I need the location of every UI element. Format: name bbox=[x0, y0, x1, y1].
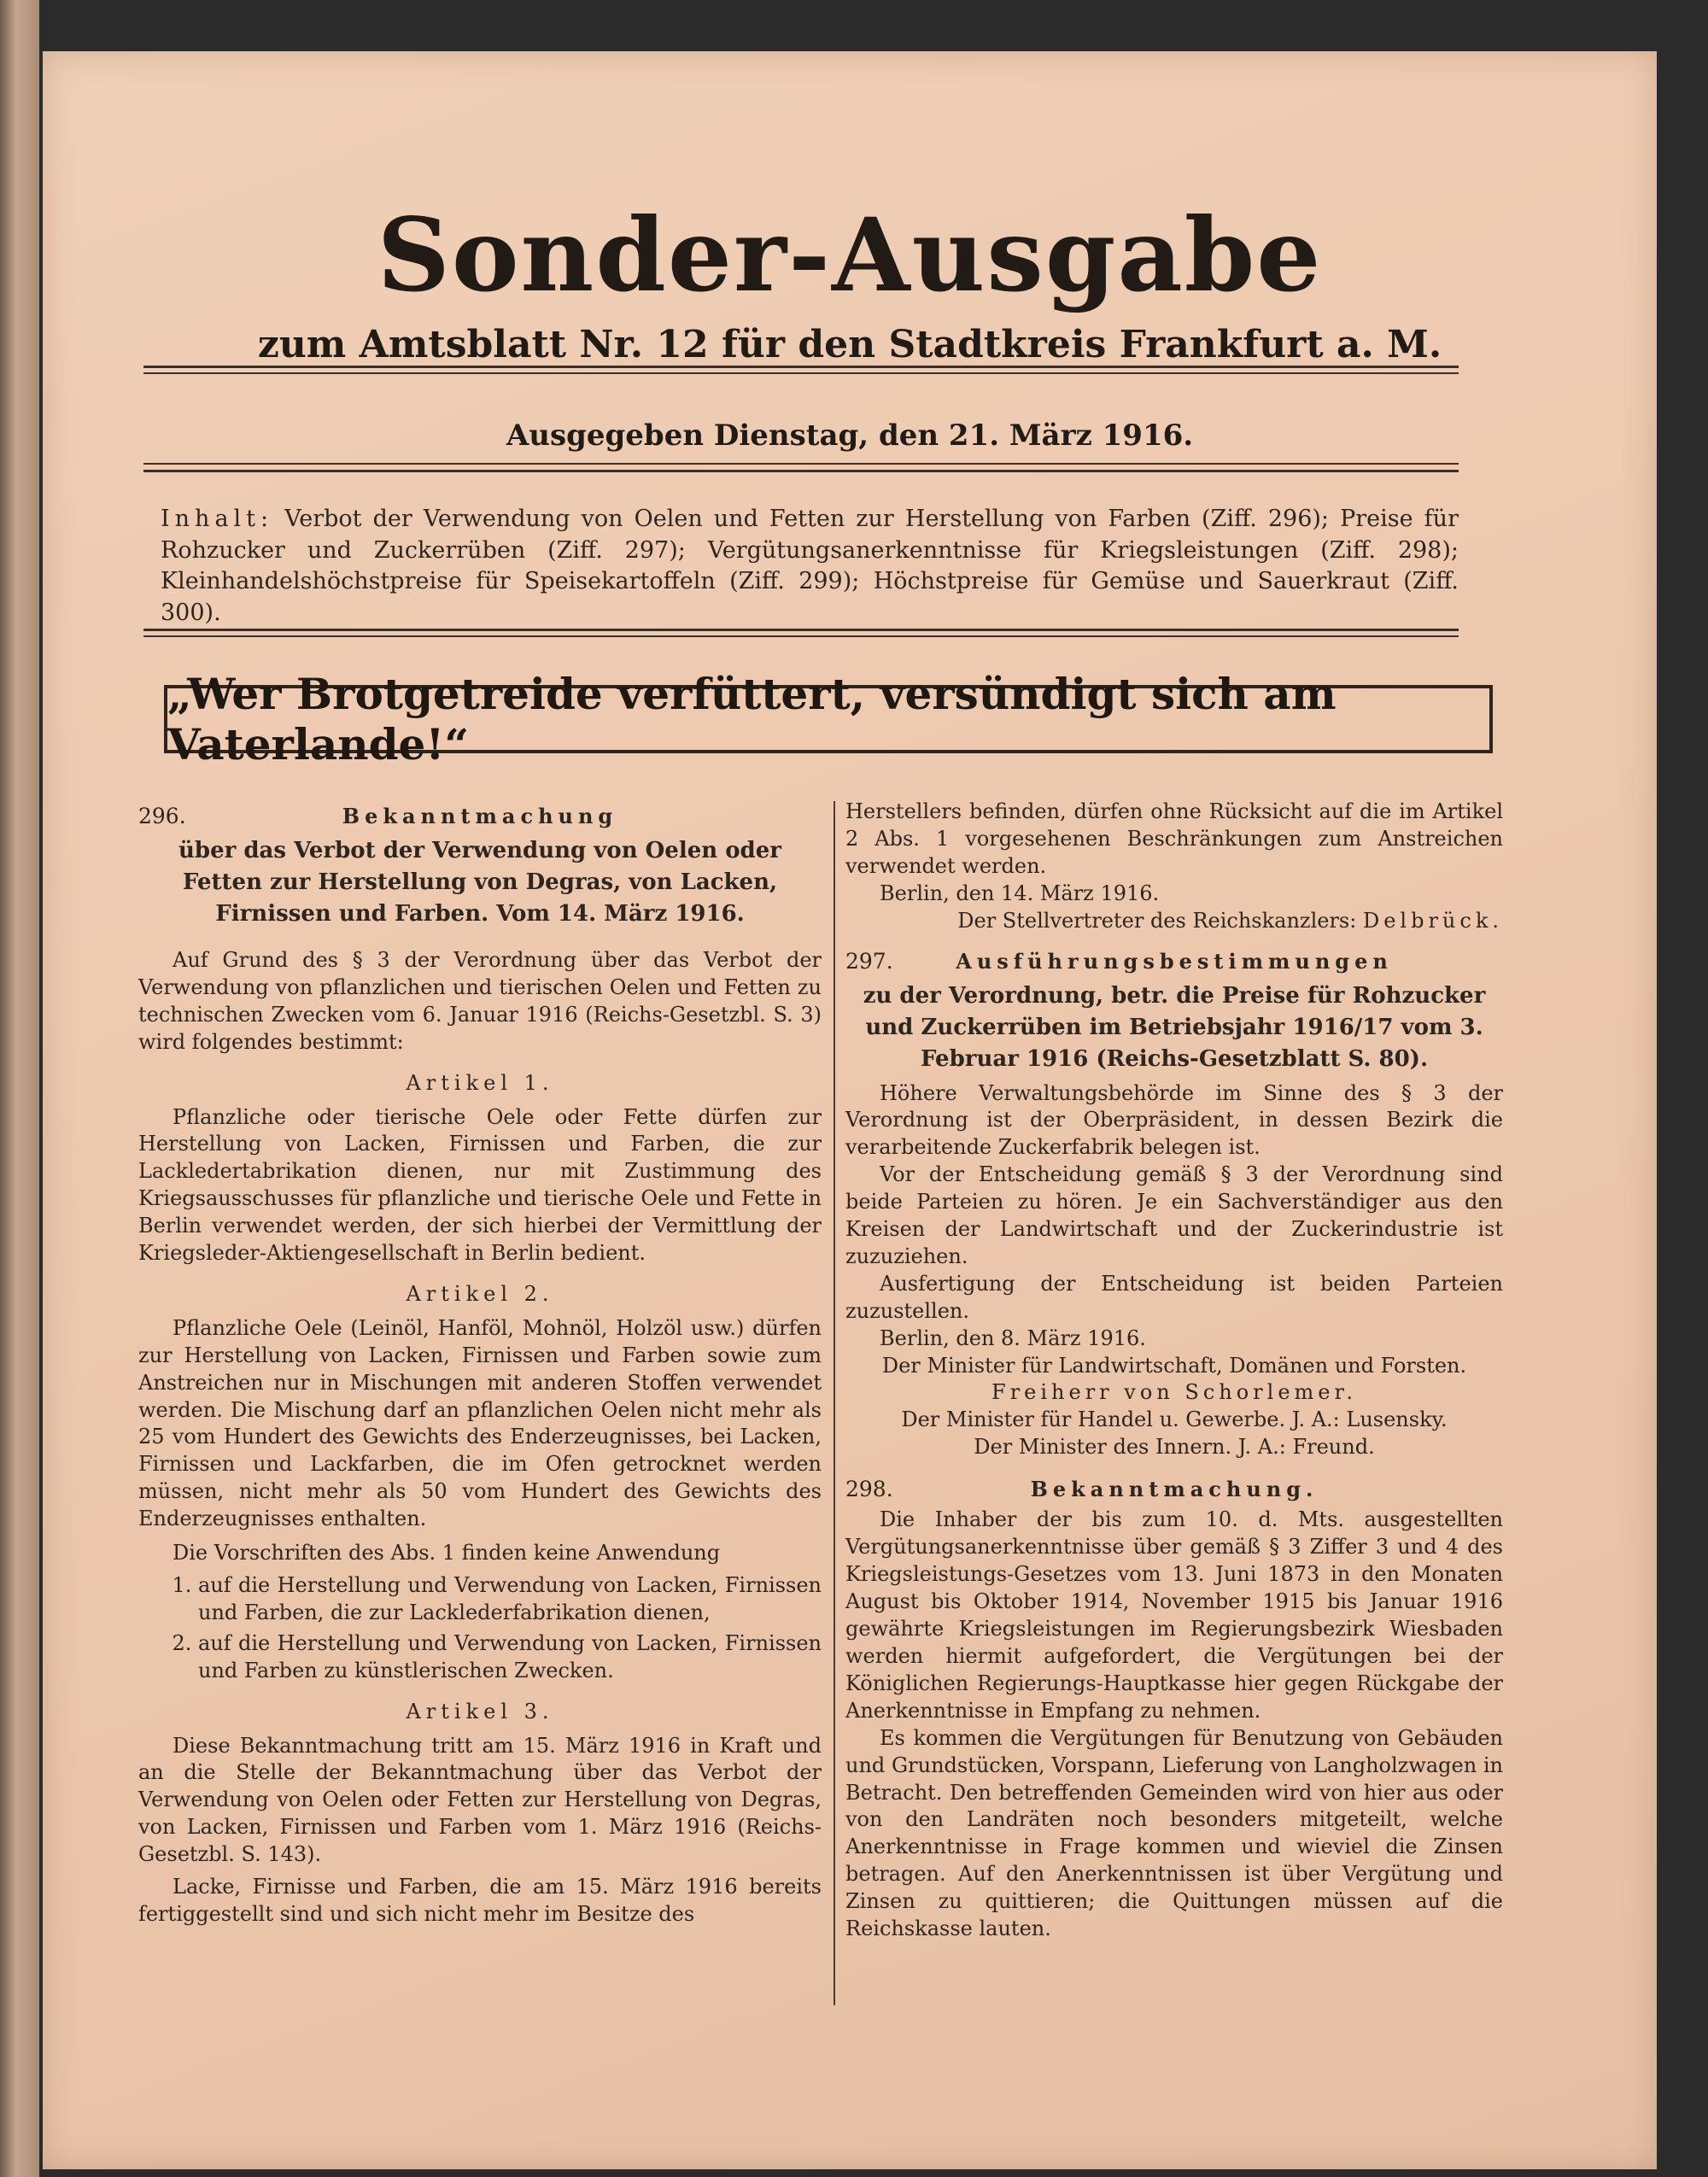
list-item: 2. auf die Herstellung und Verwendung von Lacken, Firnissen und Farben zu künstlerischen Zwecken. bbox=[198, 1630, 822, 1685]
section-title: Bekanntmachung. bbox=[1030, 1477, 1319, 1502]
paragraph: Diese Bekanntmachung tritt am 15. März 1916 in Kraft und an die Stelle der Bekanntmachung über das Verbot der Verwendung von Oelen oder Fetten zur Herstellung von Degras, von Lacken, Firnissen und Farben vom 1. März 1916 (Reichs-Gesetzbl. S. 143). bbox=[138, 1733, 822, 1867]
header-rule-top-inner bbox=[143, 372, 1459, 374]
header-rule-top bbox=[143, 366, 1459, 368]
signature-role: Der Stellvertreter des Reichskanzlers: bbox=[957, 908, 1357, 933]
column-divider bbox=[834, 801, 835, 2005]
section-subtitle: zu der Verordnung, betr. die Preise für Rohzucker und Zuckerrüben im Betriebsjahr 1916/17 vom 3. Februar 1916 (Reichs-Gesetzblatt S. 80). bbox=[863, 982, 1486, 1072]
table-of-contents bbox=[161, 504, 1459, 629]
contents-text: Verbot der Verwendung von Oelen und Fetten zur Herstellung von Farben (Ziff. 296); Preise für Rohzucker und Zuckerrüben (Ziff. 297); Vergütungsanerkenntnisse für Kriegsleistungen (Ziff. 298); Kleinhandelshöchstpreise für Speisekartoffeln (Ziff. 299); Höchstpreise für Gemüse und Sauerkraut (Ziff. 300). bbox=[161, 506, 1459, 627]
exception-list bbox=[138, 1572, 822, 1685]
slogan-box bbox=[164, 669, 1493, 770]
section-297-header bbox=[845, 947, 1503, 975]
document-page bbox=[43, 51, 1657, 2169]
paragraph: Herstellers befinden, dürfen ohne Rücksicht auf die im Artikel 2 Abs. 1 vorgesehenen Beschränkungen zum Anstreichen verwendet werden. bbox=[845, 799, 1503, 878]
article-heading: Artikel 2. bbox=[406, 1281, 554, 1306]
section-title: Bekanntmachung bbox=[342, 804, 618, 828]
section-298-header bbox=[845, 1475, 1503, 1503]
masthead bbox=[43, 196, 1657, 366]
paragraph: Höhere Verwaltungsbehörde im Sinne des § 3 der Verordnung ist der Oberpräsident, in dessen Bezirk die verarbeitende Zuckerfabrik belegen ist. bbox=[845, 1080, 1503, 1160]
list-item: 1. auf die Herstellung und Verwendung von Lacken, Firnissen und Farben, die zur Lacklederfabrikation dienen, bbox=[198, 1572, 822, 1627]
paragraph: Vor der Entscheidung gemäß § 3 der Verordnung sind beide Parteien zu hören. Je ein Sachverständiger aus den Kreisen der Landwirtschaft und der Zuckerindustrie ist zuzuziehen. bbox=[845, 1162, 1503, 1268]
column-left bbox=[138, 799, 822, 1928]
article-heading: Artikel 1. bbox=[406, 1070, 554, 1095]
contents-rule bbox=[143, 629, 1459, 631]
contents-rule-inner bbox=[143, 635, 1459, 637]
slogan-text: „Wer Brotgetreide verfüttert, versündigt sich am Vaterlande!“ bbox=[167, 669, 1337, 770]
signature-name: Freiherr von Schorlemer. bbox=[991, 1380, 1357, 1405]
place-date: Berlin, den 14. März 1916. bbox=[880, 881, 1160, 905]
paragraph: Die Vorschriften des Abs. 1 finden keine Anwendung bbox=[173, 1541, 721, 1565]
paragraph: Lacke, Firnisse und Farben, die am 15. März 1916 bereits fertiggestellt sind und sich nicht mehr im Besitze des bbox=[138, 1875, 822, 1926]
paragraph: Auf Grund des § 3 der Verordnung über das Verbot der Verwendung von pflanzlichen und tierischen Oelen und Fetten zu technischen Zwecken vom 6. Januar 1916 (Reichs-Gesetzbl. S. 3) wird folgendes bestimmt: bbox=[138, 947, 822, 1054]
header-rule-bottom bbox=[143, 463, 1459, 465]
section-subtitle: über das Verbot der Verwendung von Oelen oder Fetten zur Herstellung von Degras, von Lacken, Firnissen und Farben. Vom 14. März 1916. bbox=[178, 838, 781, 928]
page-edge bbox=[0, 0, 39, 2177]
paragraph: Ausfertigung der Entscheidung ist beiden Parteien zuzustellen. bbox=[845, 1271, 1503, 1323]
contents-label: Inhalt: bbox=[161, 506, 274, 532]
issue-date: Ausgegeben Dienstag, den 21. März 1916. bbox=[506, 418, 1194, 453]
masthead-subtitle: zum Amtsblatt Nr. 12 für den Stadtkreis Frankfurt a. M. bbox=[257, 323, 1442, 366]
header-rule-bottom-inner bbox=[143, 470, 1459, 472]
signature: Der Minister des Innern. J. A.: Freund. bbox=[974, 1435, 1375, 1460]
column-right bbox=[845, 799, 1503, 1943]
signature-name: Delbrück. bbox=[1362, 908, 1503, 933]
signature: Der Minister für Landwirtschaft, Domänen und Forsten. bbox=[881, 1353, 1467, 1378]
article-heading: Artikel 3. bbox=[406, 1699, 554, 1723]
paragraph: Es kommen die Vergütungen für Benutzung von Gebäuden und Grundstücken, Vorspann, Lieferung von Langholzwagen in Betracht. Den betreffenden Gemeinden wird von hier aus oder von den Landräten noch besonders mitgeteilt, welche Anerkenntnisse in Frage kommen und wieviel die Zinsen betragen. Auf den Anerkenntnissen ist über Vergütung und Zinsen zu quittieren; die Quittungen müssen auf die Reichskasse lauten. bbox=[845, 1725, 1503, 1941]
section-296-header bbox=[138, 802, 822, 830]
signature: Der Minister für Handel u. Gewerbe. J. A.: Lusensky. bbox=[901, 1407, 1448, 1432]
place-date: Berlin, den 8. März 1916. bbox=[880, 1326, 1146, 1350]
paragraph: Die Inhaber der bis zum 10. d. Mts. ausgestellten Vergütungsanerkenntnisse über gemäß § 3 Ziffer 3 und 4 des Kriegsleistungs-Gesetzes vom 13. Juni 1873 in den Monaten August bis Oktober 1914, November 1915 bis Januar 1916 gewährte Kriegsleistungen im Regierungsbezirk Wiesbaden werden hiermit aufgefordert, die Vergütungen bei der Königlichen Regierungs-Hauptkasse hier gegen Rückgabe der Anerkenntnisse in Empfang zu nehmen. bbox=[845, 1507, 1503, 1723]
section-title: Ausführungsbestimmungen bbox=[956, 948, 1393, 974]
masthead-title: Sonder-Ausgabe bbox=[377, 196, 1323, 314]
paragraph: Pflanzliche oder tierische Oele oder Fette dürfen zur Herstellung von Lacken, Firnissen und Farben, die zur Lackledertabrikation dienen, nur mit Zustimmung des Kriegsausschusses für pflanzliche und tierische Oele und Fette in Berlin verwendet werden, der sich hierbei der Vermittlung der Kriegsleder-Aktiengesellschaft in Berlin bedient. bbox=[138, 1104, 822, 1266]
section-number: 297. bbox=[845, 948, 893, 974]
paragraph: Pflanzliche Oele (Leinöl, Hanföl, Mohnöl, Holzöl usw.) dürfen zur Herstellung von Lacken, Firnissen und Farben sowie zum Anstreichen nur in Mischungen mit anderen Stoffen verwendet werden. Die Mischung darf an pflanzlichen Oelen nicht mehr als 25 vom Hundert des Gewichts des Enderzeugnisses, bei Lacken, Firnissen und Lackfarben, die im Ofen getrocknet werden müssen, nicht mehr als 50 vom Hundert des Gewichts des Enderzeugnisses enthalten. bbox=[138, 1315, 822, 1531]
signature bbox=[845, 908, 1503, 935]
section-number: 296. bbox=[138, 804, 186, 828]
section-number: 298. bbox=[845, 1477, 893, 1502]
